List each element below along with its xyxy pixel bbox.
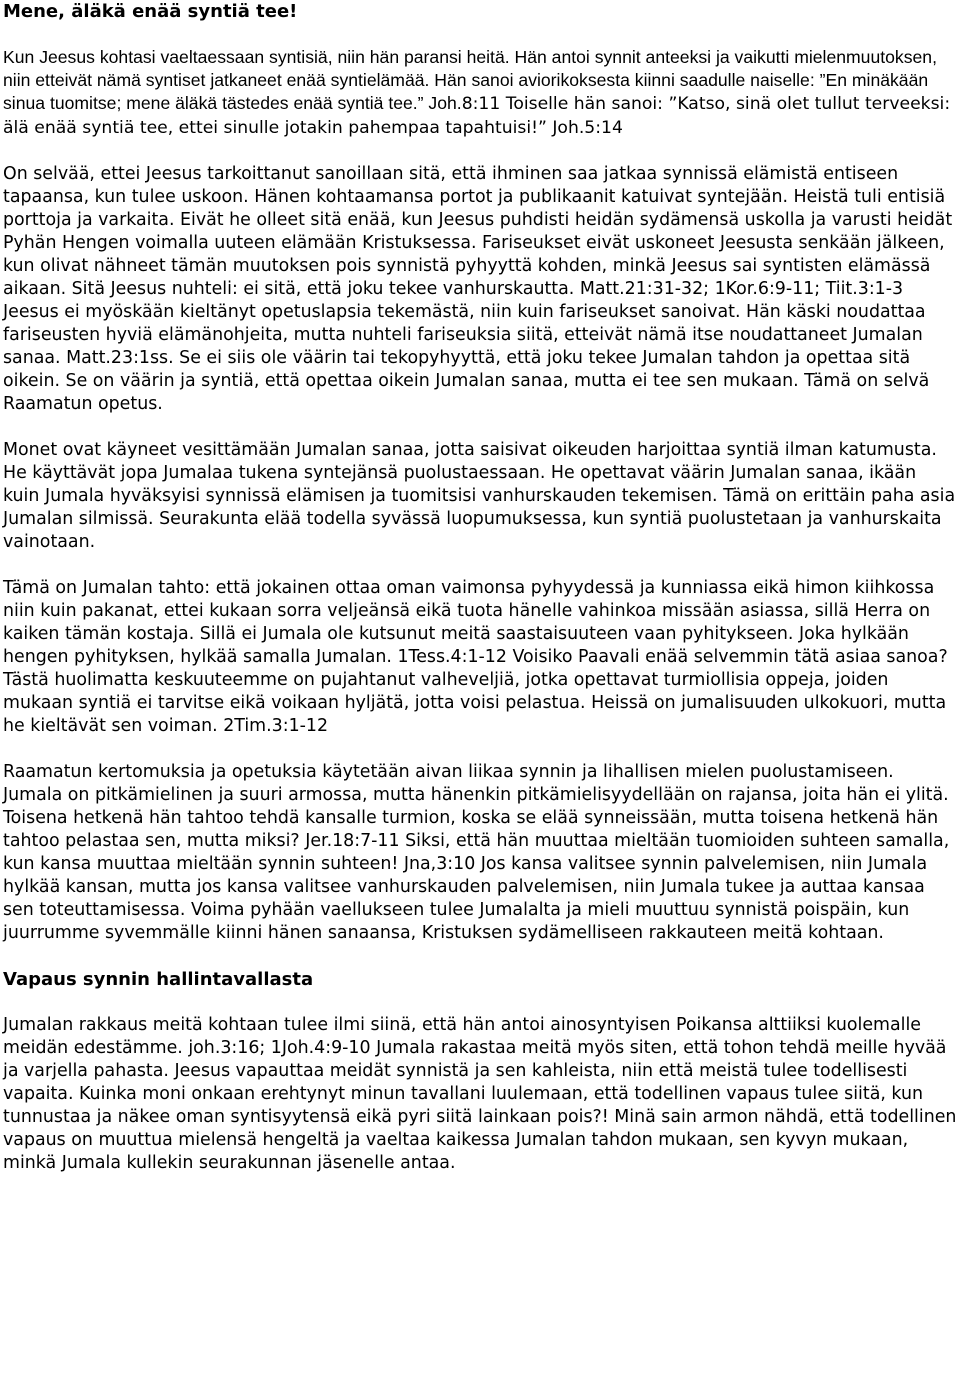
section-heading: Vapaus synnin hallintavallasta: [3, 969, 314, 990]
paragraph-1: [3, 46, 958, 140]
paragraph-1-part-c: 5:14: [584, 118, 623, 138]
document-page: [3, 0, 958, 1175]
spacer: [3, 554, 958, 577]
spacer: [3, 945, 958, 968]
paragraph-1-part-b: 8:11 Toiselle hän sanoi: ”Katso, sinä olet tullut terveeksi: älä enää syntiä tee, ettei sinulle jotakin pahempaa tapahtuisi!” Joh.: [3, 94, 951, 138]
spacer: [3, 416, 958, 439]
paragraph-5: Raamatun kertomuksia ja opetuksia käytetään aivan liikaa synnin ja lihallisen mielen puolustamiseen. Jumala on pitkämielinen ja suuri armossa, mutta hänenkin pitkämielisyydellään on rajansa, joita hän ei ylitä. Toisena hetkenä hän tahtoo tehdä kansalle turmion, koska se elää synneissään, mutta toisena hetkenä hän tahtoo pelastaa sen, mutta miksi? Jer.18:7-11 Siksi, että hän muuttaa mieltään tuomioiden suhteen samalla, kun kansa muuttaa mieltään synnin suhteen! Jna,3:10 Jos kansa valitsee synnin palvelemisen, niin Jumala hylkää kansan, mutta jos kansa valitsee vanhurskauden palvelemisen, niin Jumala tukee ja auttaa kansaa sen toteuttamisessa. Voima pyhään vaellukseen tulee Jumalalta ja mieli muuttuu synnistä poispäin, kun juurrumme syvemmälle kiinni hänen sanaansa, Kristuksen sydämelliseen rakkauteen meitä kohtaan.: [3, 762, 950, 943]
paragraph-3: Monet ovat käyneet vesittämään Jumalan sanaa, jotta saisivat oikeuden harjoittaa syntiä ilman katumusta. He käyttävät jopa Jumalaa tukena syntejänsä puolustaessaan. He opettavat väärin Jumalan sanaa, ikään kuin Jumala hyväksyisi synnissä elämisen ja tuomitsisi vanhurskauden tekemisen. Tämä on erittäin paha asia Jumalan silmissä. Seurakunta elää todella syvässä luopumuksessa, kun syntiä puolustetaan ja vanhurskaita vainotaan.: [3, 440, 956, 552]
spacer: [3, 991, 958, 1014]
spacer: [3, 140, 958, 163]
paragraph-6: Jumalan rakkaus meitä kohtaan tulee ilmi siinä, että hän antoi ainosyntyisen Poikansa alttiiksi kuolemalle meidän edestämme. joh.3:16; 1Joh.4:9-10 Jumala rakastaa meitä myös siten, että tohon tehdä meille hyvää ja varjella pahasta. Jeesus vapauttaa meidät synnistä ja sen kahleista, niin että meistä tulee todellisesti vapaita. Kuinka moni onkaan erehtynyt minun tavallani luulemaan, että todellinen vapaus tulee siitä, kun tunnustaa ja näkee oman syntisyytensä eikä pyri siitä lainkaan pois?! Minä sain armon nähdä, että todellinen vapaus on muuttua mielensä hengeltä ja vaeltaa kaikessa Jumalan tahdon mukaan, sen kyvyn mukaan, minkä Jumala kullekin seurakunnan jäsenelle antaa.: [3, 1015, 957, 1173]
spacer: [3, 23, 958, 46]
paragraph-4: Tämä on Jumalan tahto: että jokainen ottaa oman vaimonsa pyhyydessä ja kunniassa eikä himon kiihkossa niin kuin pakanat, ettei kukaan sorra veljeänsä eikä tuota hänelle vahinkoa missään asiassa, sillä Herra on kaiken tämän kostaja. Sillä ei Jumala ole kutsunut meitä saastaisuuteen vaan pyhitykseen. Joka hylkään hengen pyhityksen, hylkää samalla Jumalan. 1Tess.4:1-12 Voisiko Paavali enää selvemmin tätä asiaa sanoa? Tästä huolimatta keskuuteemme on pujahtanut valheveljiä, jotka opettavat turmiollisia oppeja, joiden mukaan syntiä ei tarvitse eikä voikaan hyljätä, jotta voisi pelastua. Heissä on jumalisuuden ulkokuori, mutta he kieltävät sen voiman. 2Tim.3:1-12: [3, 578, 948, 736]
paragraph-1-part-a: Kun Jeesus kohtasi vaeltaessaan syntisiä, niin hän paransi heitä. Hän antoi synnit anteeksi ja vaikutti mielenmuutoksen, niin etteivät nämä syntiset jatkaneet enää syntielämää. Hän sanoi aviorikoksesta kiinni saadulle naiselle: ”En minäkään sinua tuomitse; mene äläkä tästedes enää syntiä tee.” Joh.: [3, 47, 937, 113]
paragraph-2: On selvää, ettei Jeesus tarkoittanut sanoillaan sitä, että ihminen saa jatkaa synnissä elämistä entiseen tapaansa, kun tulee uskoon. Hänen kohtaamansa portot ja publikaanit katuivat syntejään. Heistä tuli entisiä porttoja ja varkaita. Eivät he olleet sitä enää, kun Jeesus puhdisti heidän sydämensä uskolla ja varusti heidät Pyhän Hengen voimalla uuteen elämään Kristuksessa. Fariseukset eivät uskoneet Jeesusta senkään jälkeen, kun olivat nähneet tämän muutoksen pois synnistä pyhyyttä kohden, minkä Jeesus sai syntisten elämässä aikaan. Sitä Jeesus nuhteli: ei sitä, että joku tekee vanhurskautta. Matt.21:31-32; 1Kor.6:9-11; Tiit.3:1-3 Jeesus ei myöskään kieltänyt opetuslapsia tekemästä, niin kuin fariseukset sanoivat. Hän käski noudattaa fariseusten hyviä elämänohjeita, mutta nuhteli fariseuksia siitä, etteivät nämä itse noudattaneet Jumalan sanaa. Matt.23:1ss. Se ei siis ole väärin tai tekopyhyyttä, että joku tekee Jumalan tahdon ja opettaa sitä oikein. Se on väärin ja syntiä, että opettaa oikein Jumalan sanaa, mutta ei tee sen mukaan. Tämä on selvä Raamatun opetus.: [3, 164, 953, 414]
spacer: [3, 738, 958, 761]
page-title: Mene, äläkä enää syntiä tee!: [3, 1, 298, 22]
